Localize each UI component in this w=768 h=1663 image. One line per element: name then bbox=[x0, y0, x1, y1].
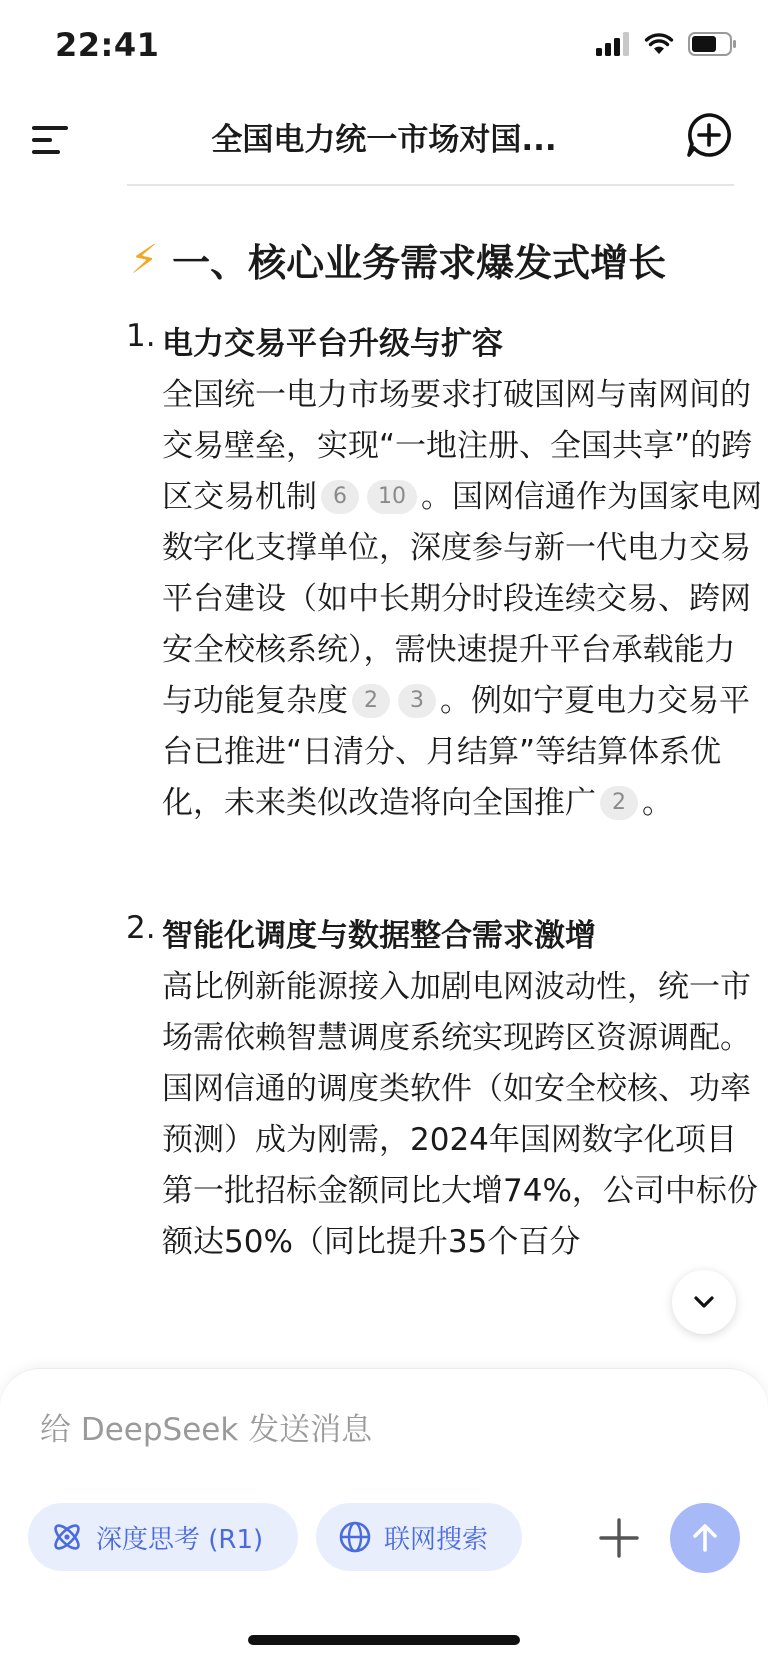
citation-badge[interactable]: 3 bbox=[398, 684, 436, 718]
list-item-body bbox=[162, 962, 762, 1268]
wifi-icon bbox=[644, 32, 674, 56]
lightning-icon: ⚡ bbox=[130, 236, 159, 283]
deep-think-button[interactable] bbox=[28, 1503, 298, 1571]
list-item-title: 智能化调度与数据整合需求激增 bbox=[162, 918, 596, 954]
citation-badge[interactable]: 2 bbox=[352, 684, 390, 718]
message-composer bbox=[0, 1368, 768, 1663]
citation-badge[interactable]: 10 bbox=[367, 480, 417, 514]
message-input[interactable] bbox=[40, 1405, 640, 1455]
section-heading-text: 一、核心业务需求爆发式增长 bbox=[172, 241, 667, 285]
body-text: 。国网信通作为国家电网数字化支撑单位，深度参与新一代电力交易平台建设（如中长期分时段连续交易、跨网安全校核系统），需快速提升平台承载能力与功能复杂度 bbox=[162, 479, 762, 719]
menu-icon-line bbox=[32, 138, 52, 142]
body-text: 。 bbox=[642, 785, 673, 821]
attach-button[interactable] bbox=[594, 1513, 644, 1563]
chat-title: 全国电力统一市场对国... bbox=[211, 122, 557, 158]
new-chat-icon bbox=[684, 110, 734, 160]
status-bar bbox=[0, 0, 768, 96]
plus-icon bbox=[594, 1513, 644, 1563]
web-search-label: 联网搜索 bbox=[384, 1524, 489, 1555]
scroll-to-bottom-button[interactable] bbox=[672, 1270, 736, 1334]
list-item-number: 1. bbox=[126, 318, 156, 354]
deep-think-label: 深度思考 (R1) bbox=[96, 1524, 264, 1555]
atom-icon bbox=[50, 1520, 84, 1554]
battery-icon bbox=[688, 32, 738, 56]
menu-icon bbox=[32, 126, 68, 130]
list-item-number: 2. bbox=[126, 910, 156, 946]
web-search-button[interactable] bbox=[316, 1503, 522, 1571]
send-button[interactable] bbox=[670, 1503, 740, 1573]
menu-icon-line bbox=[32, 150, 60, 154]
section-heading bbox=[130, 232, 666, 287]
body-text: 全国统一电力市场要求打破国网与南网间的交易壁垒，实现“一地注册、全国共享”的跨区交易机制 bbox=[162, 377, 753, 515]
citation-badge[interactable]: 2 bbox=[600, 786, 638, 820]
body-text: 高比例新能源接入加剧电网波动性，统一市场需依赖智慧调度系统实现跨区资源调配。国网信通的调度类软件（如安全校核、功率预测）成为刚需，2024年国网数字化项目第一批招标金额同比大增74%，公司中标份额达50%（同比提升35个百分 bbox=[162, 969, 758, 1260]
assistant-message bbox=[0, 190, 768, 1370]
list-item-title: 电力交易平台升级与扩容 bbox=[162, 326, 503, 362]
menu-button[interactable] bbox=[28, 114, 76, 162]
chat-header bbox=[0, 96, 768, 186]
globe-icon bbox=[338, 1520, 372, 1554]
new-chat-button[interactable] bbox=[684, 110, 734, 160]
signal-icon bbox=[596, 32, 630, 56]
list-item-body bbox=[162, 370, 762, 829]
home-indicator bbox=[248, 1635, 520, 1645]
header-divider bbox=[127, 184, 734, 186]
status-time: 22:41 bbox=[55, 26, 160, 64]
arrow-up-icon bbox=[687, 1520, 723, 1556]
body-text: 。例如宁夏电力交易平台已推进“日清分、月结算”等结算体系优化，未来类似改造将向全国推广 bbox=[162, 683, 750, 821]
chevron-down-icon bbox=[690, 1288, 718, 1316]
citation-badge[interactable]: 6 bbox=[321, 480, 359, 514]
status-icons bbox=[596, 32, 738, 56]
